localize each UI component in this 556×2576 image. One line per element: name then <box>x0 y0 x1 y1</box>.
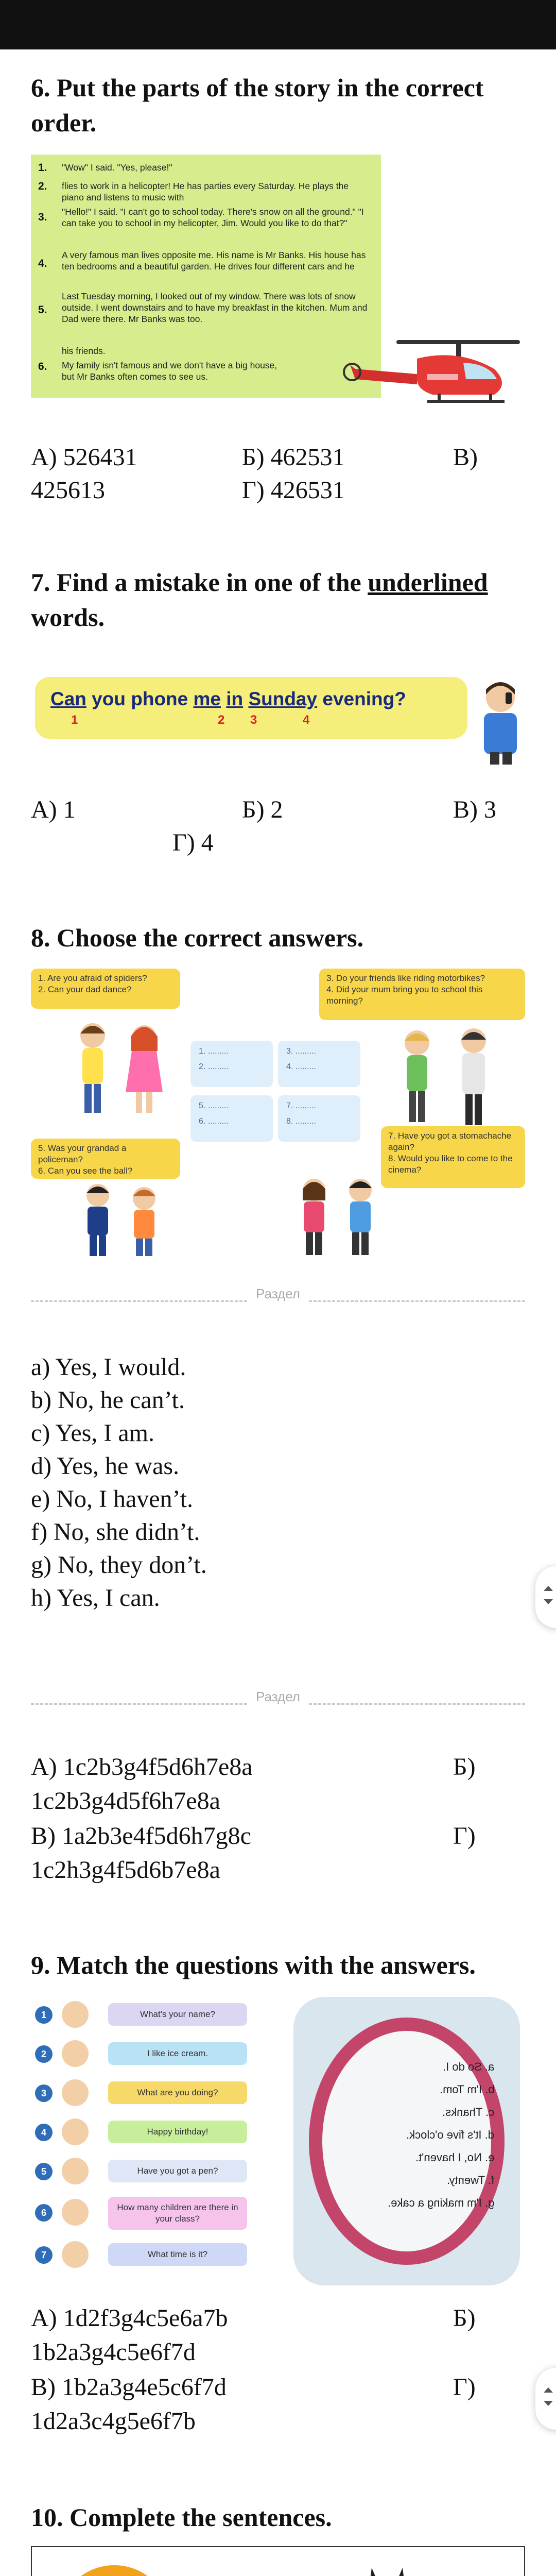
option-v[interactable]: В) <box>453 444 478 471</box>
option-b-value[interactable]: 1b2a3g4c5e6f7d <box>31 2338 196 2366</box>
question-pill: What are you doing? <box>108 2081 247 2104</box>
answer-item: d) Yes, he was. <box>31 1452 179 1480</box>
question-pill: Happy birthday! <box>108 2121 247 2143</box>
question-10-title: 10. Complete the sentences. <box>31 2503 332 2532</box>
question-number: 7 <box>35 2246 53 2264</box>
story-part: My family isn't famous and we don't have a big house, but Mr Banks often comes to see us. <box>62 360 277 382</box>
q7-sentence-image <box>31 677 525 765</box>
answer-item: c) Yes, I am. <box>31 1419 154 1447</box>
story-part: "Hello!" I said. "I can't go to school today. There's snow on all the ground." "I can take you to school in my helicopter, Jim. Would you like to do that?" <box>62 207 364 228</box>
story-num: 6. <box>38 361 47 372</box>
underline-number: 1 <box>71 713 78 727</box>
child-face-icon <box>62 2119 89 2145</box>
question-number: 4 <box>35 2124 53 2141</box>
answer-item: a) Yes, I would. <box>31 1353 186 1381</box>
bat-illustration <box>279 2552 495 2576</box>
answer-item: e) No, I haven’t. <box>31 1485 193 1513</box>
section-divider: Раздел <box>31 1285 525 1306</box>
question-pill: What time is it? <box>108 2243 247 2266</box>
option-a[interactable]: А) 1d2f3g4c5e6a7b <box>31 2304 228 2332</box>
underline-number: 2 <box>218 713 225 727</box>
sentence: Can you phone me in Sunday evening? <box>50 688 406 709</box>
question-pill: Have you got a pen? <box>108 2160 247 2182</box>
underline-number: 3 <box>250 713 257 727</box>
option-v[interactable]: В) 1a2b3e4f5d6h7g8c <box>31 1822 251 1850</box>
story-num: 4. <box>38 258 47 269</box>
questions-bubble-3: 5. Was your grandad a policeman? 6. Can you see the ball? <box>31 1139 180 1179</box>
question-number: 1 <box>35 2006 53 2024</box>
option-v[interactable]: В) 1b2a3g4e5c6f7d <box>31 2374 227 2401</box>
question-pill: I like ice cream. <box>108 2042 247 2065</box>
option-a[interactable]: А) 526431 <box>31 444 137 471</box>
bats-picture <box>31 2546 525 2576</box>
speech-bubble <box>35 677 467 739</box>
question-pill: What's your name? <box>108 2003 247 2026</box>
answer-blanks-3-4: 3. ......... 4. ......... <box>278 1041 360 1087</box>
option-b[interactable]: Б) <box>453 1753 476 1781</box>
story-num: 3. <box>38 211 47 223</box>
story-part: "Wow" I said. "Yes, please!" <box>62 162 172 173</box>
story-part: A very famous man lives opposite me. His name is Mr Banks. His house has ten bedrooms and a beautiful garden. He drives four different cars and he <box>62 250 366 272</box>
section-divider: Раздел <box>31 1688 525 1708</box>
answer-blanks-7-8: 7. ......... 8. ......... <box>278 1095 360 1142</box>
story-num: 2. <box>38 180 47 192</box>
moon-with-bats-illustration <box>53 2557 207 2576</box>
option-a[interactable]: А) 1 <box>31 796 76 823</box>
underline-number: 4 <box>303 713 310 727</box>
question-number: 3 <box>35 2084 53 2102</box>
story-parts-image <box>31 155 381 398</box>
kids-illustration-top-left <box>67 1015 180 1118</box>
option-g[interactable]: Г) 426531 <box>242 477 345 504</box>
answer-item: f) No, she didn’t. <box>31 1518 200 1546</box>
option-g-value[interactable]: 1c2h3g4f5d6b7e8a <box>31 1856 220 1884</box>
question-6-title: 6. Put the parts of the story in the correct order. <box>31 73 484 137</box>
child-face-icon <box>62 2158 89 2184</box>
question-number: 5 <box>35 2163 53 2180</box>
option-g[interactable]: Г) <box>453 2374 476 2401</box>
kids-illustration-bottom-right <box>288 1175 386 1257</box>
answer-item: h) Yes, I can. <box>31 1584 160 1612</box>
option-g[interactable]: Г) <box>453 1822 476 1850</box>
scroll-button[interactable] <box>535 1566 556 1628</box>
answer-item: b) No, he can’t. <box>31 1386 185 1414</box>
question-7-title: 7. Find a mistake in one of the underlined words. <box>31 568 488 632</box>
story-part: flies to work in a helicopter! He has parties every Saturday. He plays the piano and listens to music with <box>62 181 349 202</box>
q8-answers-list <box>31 1351 494 1615</box>
kids-illustration-bottom-left <box>72 1180 175 1257</box>
helicopter-illustration <box>340 338 525 426</box>
option-b[interactable]: Б) <box>453 2304 476 2332</box>
questions-bubble-4: 7. Have you got a stomachache again? 8. Would you like to come to the cinema? <box>381 1126 525 1188</box>
q9-picture <box>31 1997 525 2285</box>
questions-bubble-2: 3. Do your friends like riding motorbikes? 4. Did your mum bring you to school this morning? <box>319 969 525 1020</box>
q8-picture <box>31 969 525 1257</box>
scroll-button[interactable] <box>535 2368 556 2430</box>
kids-illustration-top-right <box>386 1022 515 1130</box>
top-bar <box>0 0 556 49</box>
story-part: his friends. <box>62 346 106 356</box>
question-8-title: 8. Choose the correct answers. <box>31 923 364 952</box>
option-b[interactable]: Б) 462531 <box>242 444 345 471</box>
story-num: 1. <box>38 162 47 174</box>
option-g[interactable]: Г) 4 <box>172 829 214 856</box>
question-number: 2 <box>35 2045 53 2063</box>
child-face-icon <box>62 2241 89 2268</box>
answer-blanks-5-6: 5. ......... 6. ......... <box>190 1095 273 1142</box>
option-a[interactable]: А) 1c2b3g4f5d6h7e8a <box>31 1753 253 1781</box>
option-v[interactable]: В) 3 <box>453 796 496 823</box>
child-face-icon <box>62 2040 89 2067</box>
boy-with-phone-illustration <box>477 677 525 765</box>
question-number: 6 <box>35 2204 53 2222</box>
option-g-value[interactable]: 1d2a3c4g5e6f7b <box>31 2408 196 2435</box>
child-face-icon <box>62 2079 89 2106</box>
story-num: 5. <box>38 304 47 316</box>
question-9-title: 9. Match the questions with the answers. <box>31 1951 476 1979</box>
answer-item: g) No, they don’t. <box>31 1551 207 1579</box>
question-pill: How many children are there in your class? <box>108 2197 247 2230</box>
child-face-icon <box>62 2199 89 2226</box>
story-part: Last Tuesday morning, I looked out of my window. There was lots of snow outside. I went downstairs and to have my breakfast in the kitchen. Mum and Dad were there. Mr Banks was too. <box>62 291 368 324</box>
questions-bubble-1: 1. Are you afraid of spiders? 2. Can your dad dance? <box>31 969 180 1009</box>
child-face-icon <box>62 2001 89 2028</box>
option-b-value[interactable]: 1c2b3g4d5f6h7e8a <box>31 1787 220 1815</box>
mirror-answers: a. So do I. b. I'm Tom. c. Thanks. d. It's five o'clock. e. No, I haven't. f. Twenty. g. I'm making a cake. <box>387 2060 494 2209</box>
answer-blanks-1-2: 1. ......... 2. ......... <box>190 1041 273 1087</box>
option-b[interactable]: Б) 2 <box>242 796 283 823</box>
option-v-value[interactable]: 425613 <box>31 477 105 504</box>
